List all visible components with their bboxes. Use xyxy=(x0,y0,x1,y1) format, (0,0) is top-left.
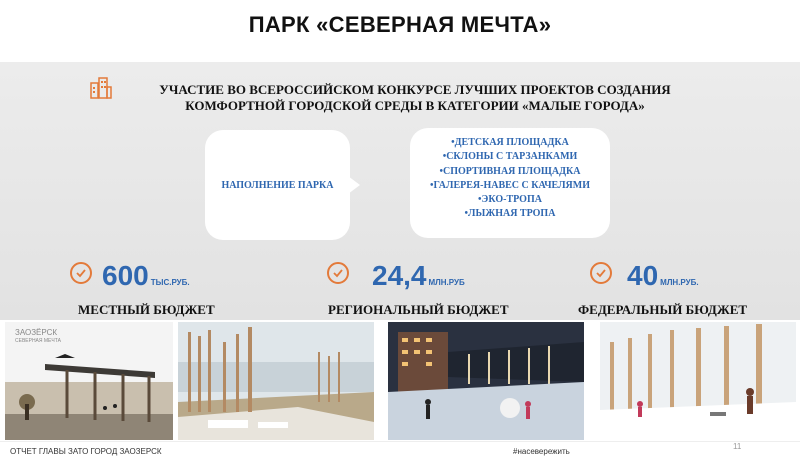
city-buildings-icon xyxy=(90,75,112,99)
park-render-winter xyxy=(600,322,796,440)
page-number: 11 xyxy=(733,442,742,451)
check-circle-icon xyxy=(70,262,92,284)
local-budget-amount xyxy=(102,260,190,292)
photo-caption-city: ЗАОЗЁРСК xyxy=(15,328,58,337)
page-title: ПАРК «СЕВЕРНАЯ МЕЧТА» xyxy=(248,12,552,37)
contest-heading xyxy=(110,82,720,114)
park-fill-label: НАПОЛНЕНИЕ ПАРКА xyxy=(221,179,334,191)
heading-line-2: КОМФОРТНОЙ ГОРОДСКОЙ СРЕДЫ В КАТЕГОРИИ «МАЛЫЕ ГОРОДА» xyxy=(185,98,645,113)
regional-budget-label: РЕГИОНАЛЬНЫЙ БЮДЖЕТ xyxy=(328,302,509,317)
footer-hashtag: #насевережить xyxy=(513,447,570,456)
list-item: •ЭКО-ТРОПА xyxy=(478,194,542,206)
list-item: •СКЛОНЫ С ТАРЗАНКАМИ xyxy=(442,151,578,163)
local-budget-value: 600 xyxy=(102,260,149,291)
federal-budget-value: 40 xyxy=(627,260,659,291)
local-budget-unit: ТЫС.РУБ. xyxy=(150,278,190,287)
footer-report-title: ОТЧЕТ ГЛАВЫ ЗАТО ГОРОД ЗАОЗЕРСК xyxy=(10,447,162,456)
local-budget-label: МЕСТНЫЙ БЮДЖЕТ xyxy=(78,302,215,317)
regional-budget-unit: МЛН.РУБ xyxy=(428,278,465,287)
list-item: •ГАЛЕРЕЯ-НАВЕС С КАЧЕЛЯМИ xyxy=(430,179,590,191)
park-render-night xyxy=(388,322,584,440)
park-fill-bubble xyxy=(205,130,350,240)
check-circle-icon xyxy=(590,262,612,284)
list-item: •ЛЫЖНАЯ ТРОПА xyxy=(464,208,556,220)
bubble-pointer xyxy=(348,176,360,194)
list-item: •СПОРТИВНАЯ ПЛОЩАДКА xyxy=(439,165,581,177)
federal-budget-label: ФЕДЕРАЛЬНЫЙ БЮДЖЕТ xyxy=(578,302,748,317)
park-render-slopes xyxy=(178,322,374,440)
regional-budget-amount xyxy=(372,260,465,292)
footer-divider xyxy=(0,441,800,442)
park-render-canopy xyxy=(5,322,173,440)
regional-budget-value: 24,4 xyxy=(372,260,427,291)
federal-budget-unit: МЛН.РУБ. xyxy=(660,278,699,287)
park-features-list xyxy=(410,128,610,238)
check-circle-icon xyxy=(327,262,349,284)
heading-line-1: УЧАСТИЕ ВО ВСЕРОССИЙСКОМ КОНКУРСЕ ЛУЧШИХ ПРОЕКТОВ СОЗДАНИЯ xyxy=(159,82,671,97)
list-item: •ДЕТСКАЯ ПЛОЩАДКА xyxy=(451,137,569,148)
photo-caption-park: СЕВЕРНАЯ МЕЧТА xyxy=(15,338,61,344)
federal-budget-amount xyxy=(627,260,699,292)
